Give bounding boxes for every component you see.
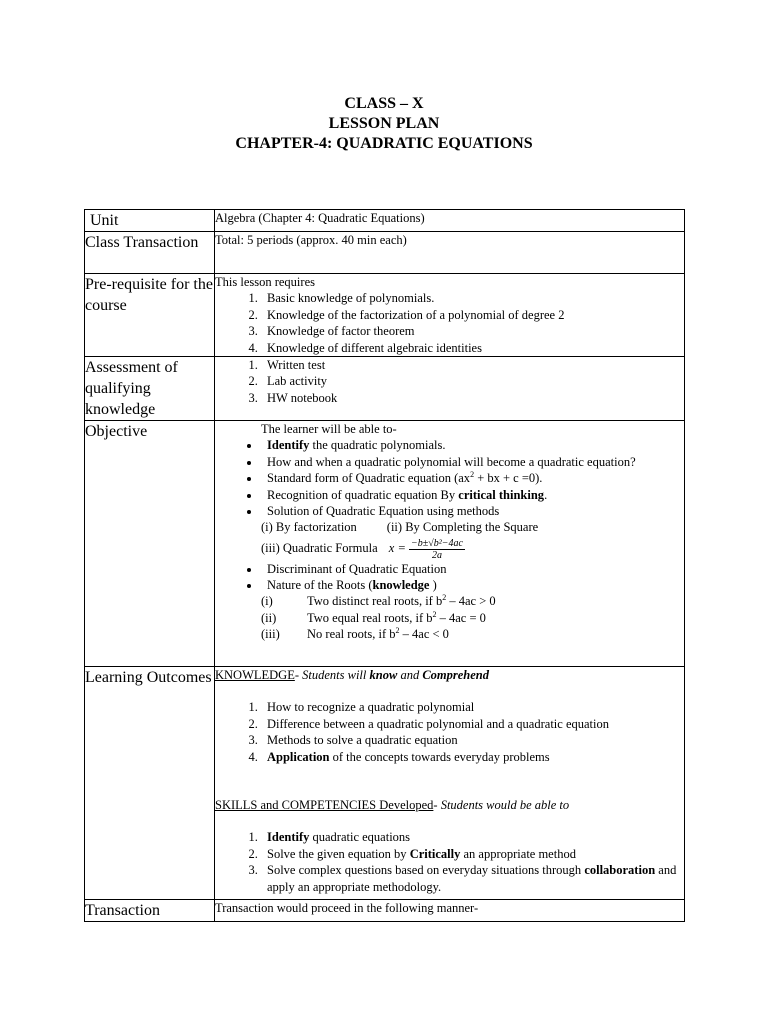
- list-item: • Nature of the Roots (knowledge ): [261, 577, 684, 593]
- roots-case-1: (i) Two distinct real roots, if $b^2 - 4ac > 0$: [261, 593, 496, 609]
- lesson-plan-title: LESSON PLAN: [328, 115, 440, 132]
- document-title-block: [0, 94, 768, 154]
- skills-heading: SKILLS and COMPETENCIES Developed- Students would be able to: [215, 798, 570, 813]
- objective-list: [215, 437, 684, 519]
- value-unit: Algebra (Chapter 4: Quadratic Equations): [215, 210, 685, 232]
- label-objective: Objective: [85, 421, 215, 667]
- row-unit: [85, 210, 685, 232]
- list-item: 4. Knowledge of different algebraic identities: [261, 340, 684, 356]
- label-unit: Unit: [85, 210, 215, 232]
- lesson-plan-table: [84, 209, 685, 922]
- roots-case-2: (ii) Two equal real roots, if $b^2 - 4ac = 0$: [261, 609, 486, 625]
- list-item: 2. Difference between a quadratic polynomial and a quadratic equation: [261, 716, 684, 732]
- list-item: • Recognition of quadratic equation By critical thinking.: [261, 487, 684, 503]
- list-item: 1. Identify quadratic equations: [261, 829, 684, 845]
- formula-lhs: x =: [388, 540, 406, 555]
- list-item: • Discriminant of Quadratic Equation: [261, 561, 684, 577]
- value-transaction: Transaction would proceed in the following manner-: [215, 900, 685, 922]
- list-item: • Standard form of Quadratic equation ($ax^2$ + bx + c =0).: [261, 470, 684, 486]
- list-item: 4. Application of the concepts towards everyday problems: [261, 749, 684, 765]
- row-learning-outcomes: [85, 667, 685, 900]
- label-learning-outcomes: Learning Outcomes: [85, 667, 215, 900]
- quadratic-formula: [409, 538, 465, 561]
- value-objective: [215, 421, 685, 667]
- label-class-transaction: Class Transaction: [85, 232, 215, 274]
- prerequisite-intro: This lesson requires: [215, 275, 315, 289]
- roots-case-3: (iii) No real roots, if $b^2 - 4ac < 0$: [261, 625, 449, 642]
- list-item: 3. HW notebook: [261, 390, 684, 406]
- row-transaction: [85, 900, 685, 922]
- formula-denominator: 2a: [431, 549, 442, 561]
- list-item: • Solution of Quadratic Equation using methods: [261, 503, 684, 519]
- row-assessment: [85, 357, 685, 421]
- list-item: 1. How to recognize a quadratic polynomial: [261, 699, 684, 715]
- list-item: 3. Knowledge of factor theorem: [261, 323, 684, 339]
- label-prerequisite: Pre-requisite for the course: [85, 274, 215, 357]
- chapter-title: CHAPTER-4: QUADRATIC EQUATIONS: [235, 135, 533, 152]
- class-title: CLASS – X: [344, 95, 424, 112]
- formula-line: (iii) Quadratic Formula x = $\frac{\text{−b±√b²−4ac}}{2a}$: [261, 537, 463, 561]
- knowledge-heading: KNOWLEDGE- Students will know and Comprehend: [215, 668, 489, 683]
- list-item: 3. Solve complex questions based on everyday situations through collaboration and apply an appropriate methodology.: [261, 862, 684, 895]
- row-class-transaction: [85, 232, 685, 274]
- knowledge-list: [215, 699, 684, 765]
- value-prerequisite: [215, 274, 685, 357]
- value-assessment: [215, 357, 685, 421]
- value-learning-outcomes: [215, 667, 685, 900]
- list-item: • How and when a quadratic polynomial will become a quadratic equation?: [261, 454, 684, 470]
- list-item: • Identify the quadratic polynomials.: [261, 437, 684, 453]
- list-item: 2. Lab activity: [261, 373, 684, 389]
- row-objective: [85, 421, 685, 667]
- list-item: 2. Knowledge of the factorization of a polynomial of degree 2: [261, 307, 684, 323]
- list-item: 1. Basic knowledge of polynomials.: [261, 290, 684, 306]
- label-transaction: Transaction: [85, 900, 215, 922]
- methods-line: (i) By factorization (ii) By Completing the Square: [261, 520, 539, 535]
- formula-numerator: −b±√b²−4ac: [411, 537, 463, 549]
- list-item: 2. Solve the given equation by Critically an appropriate method: [261, 846, 684, 862]
- list-item: 3. Methods to solve a quadratic equation: [261, 732, 684, 748]
- value-class-transaction: Total: 5 periods (approx. 40 min each): [215, 232, 685, 274]
- row-prerequisite: [85, 274, 685, 357]
- prerequisite-list: [215, 290, 684, 356]
- assessment-list: [215, 357, 684, 406]
- objective-list-2: [215, 561, 684, 594]
- list-item: 1. Written test: [261, 357, 684, 373]
- objective-intro: The learner will be able to-: [261, 422, 397, 437]
- label-assessment: Assessment of qualifying knowledge: [85, 357, 215, 421]
- skills-list: [215, 829, 684, 895]
